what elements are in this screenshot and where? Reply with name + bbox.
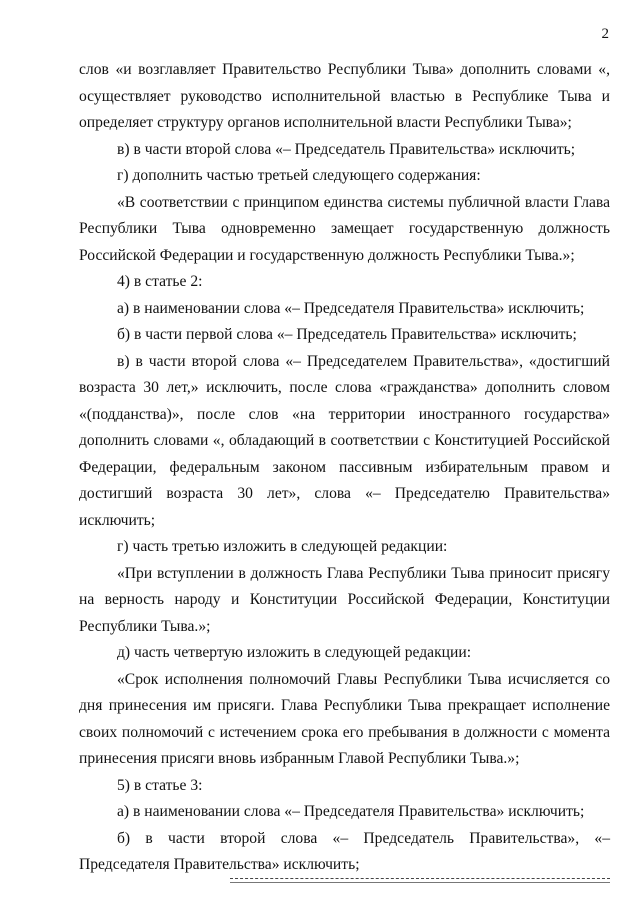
- paragraph: в) в части второй слова «– Председатель Правительства» исключить;: [117, 140, 576, 158]
- paragraph: г) часть третью изложить в следующей редакции:: [117, 538, 448, 555]
- paragraph: слов «и возглавляет Правительство Республики Тыва» дополнить словами «, осуществляет руководство исполнительной властью в Республике Тыва и определяет структуру органов исполнительной власти Республики Тыва»;: [79, 61, 610, 131]
- paragraph: 5) в статье 3:: [117, 776, 203, 794]
- paragraph: а) в наименовании слова «– Председателя Правительства» исключить;: [117, 299, 585, 317]
- paragraph: 4) в статье 2:: [117, 273, 203, 290]
- paragraph: а) в наименовании слова «– Председателя Правительства» исключить;: [117, 803, 585, 820]
- page-edge-rule: [230, 882, 610, 883]
- page-edge-rule: [230, 878, 610, 879]
- paragraph: г) дополнить частью третьей следующего содержания:: [117, 167, 481, 184]
- page-number: 2: [601, 26, 609, 42]
- paragraph: в) в части второй слова «– Председателем Правительства», «достигший возраста 30 лет,» исключить, после слова «гражданства» дополнить словом «(подданства)», после слов «на территории иностранного государства» дополнить словами «, обладающий в соответствии с Конституцией Российской Федерации, федеральным законом пассивным избирательным правом и достигший возраста 30 лет», слова «– Председателю Правительства» исключить;: [79, 352, 610, 529]
- document-body: [79, 57, 610, 879]
- paragraph: д) часть четвертую изложить в следующей редакции:: [117, 644, 472, 661]
- paragraph: «При вступлении в должность Глава Республики Тыва приносит присягу на верность народу и Конституции Российской Федерации, Конституции Республики Тыва.»;: [79, 564, 610, 635]
- paragraph: б) в части первой слова «– Председатель Правительства» исключить;: [117, 326, 577, 343]
- paragraph: б) в части второй слова «– Председатель Правительства», «– Председателя Правительства» исключить;: [79, 829, 610, 873]
- paragraph: «В соответствии с принципом единства системы публичной власти Глава Республики Тыва одновременно замещает государственную должность Российской Федерации и государственную должность Республики Тыва.»;: [79, 193, 610, 264]
- paragraph: «Срок исполнения полномочий Главы Республики Тыва исчисляется со дня принесения им присяги. Глава Республики Тыва прекращает исполнение своих полномочий с истечением срока его пребывания в должности с момента принесения присяги вновь избранным Главой Республики Тыва.»;: [79, 670, 610, 767]
